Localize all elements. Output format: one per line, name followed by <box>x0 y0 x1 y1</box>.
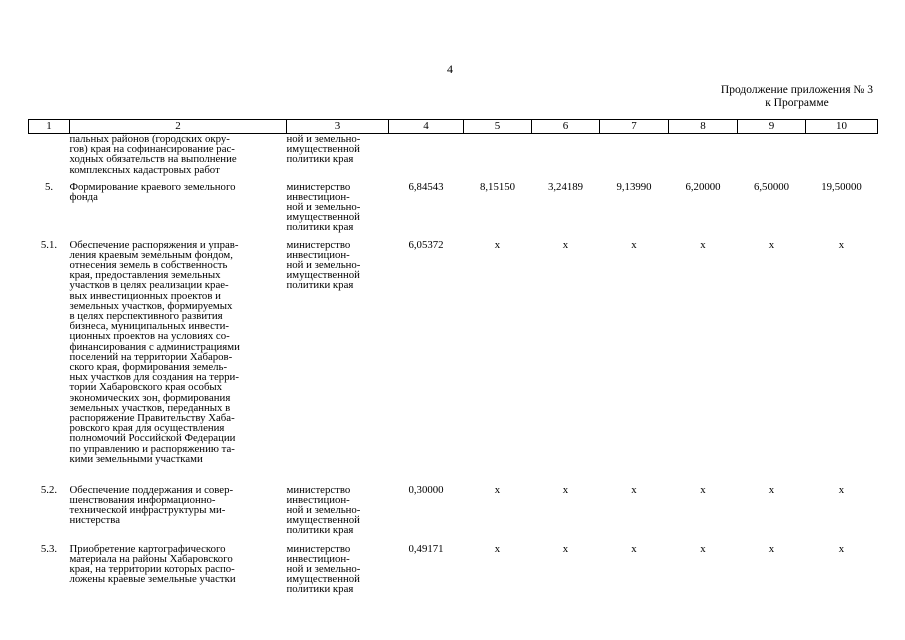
value-cell: х <box>768 238 775 251</box>
table-row <box>29 485 878 544</box>
value-cell <box>389 134 464 182</box>
value-cell: 6,50000 <box>753 180 790 193</box>
col-header-2: 2 <box>70 120 287 134</box>
col-header-10: 10 <box>806 120 878 134</box>
value-cell: х <box>700 483 706 496</box>
col-header-3: 3 <box>287 120 389 134</box>
value-cell: х <box>562 542 569 555</box>
row-number: 5.1. <box>40 238 58 251</box>
value-cell <box>600 134 669 182</box>
executor: министерство инвестицион- ной и земельно- имущественной политики края <box>286 180 361 234</box>
value-cell: 19,50000 <box>821 180 862 193</box>
value-cell: 6,05372 <box>408 238 444 251</box>
value-cell: 6,84543 <box>408 180 444 193</box>
value-cell: х <box>494 483 501 496</box>
executor: министерство инвестицион- ной и земельно- имущественной политики края <box>286 542 361 596</box>
col-header-5: 5 <box>464 120 532 134</box>
col-header-4: 4 <box>389 120 464 134</box>
table-row <box>29 182 878 240</box>
value-cell: х <box>562 483 569 496</box>
col-header-1: 1 <box>29 120 70 134</box>
page-number: 4 <box>447 62 453 76</box>
table-row <box>29 134 878 182</box>
value-cell: х <box>700 238 706 251</box>
appendix-note <box>721 84 873 110</box>
value-cell <box>532 134 600 182</box>
value-cell: х <box>631 542 637 555</box>
measure-name: Обеспечение поддержания и совер- шенствования информационно- технической инфраструктуры ми- нистерства <box>69 483 234 527</box>
value-cell: х <box>838 483 845 496</box>
value-cell: х <box>700 542 706 555</box>
table-row <box>29 240 878 485</box>
table-row <box>29 544 878 599</box>
col-header-7: 7 <box>600 120 669 134</box>
measure-name: Формирование краевого земельного фонда <box>69 180 236 203</box>
executor: министерство инвестицион- ной и земельно- имущественной политики края <box>286 238 361 292</box>
col-header-6: 6 <box>532 120 600 134</box>
appendix-line-2: к Программе <box>765 97 829 109</box>
value-cell <box>464 134 532 182</box>
value-cell: х <box>562 238 569 251</box>
col-header-9: 9 <box>738 120 806 134</box>
value-cell <box>738 134 806 182</box>
value-cell: х <box>768 542 775 555</box>
table-header-row <box>29 120 878 134</box>
row-number: 5. <box>44 180 54 193</box>
program-table <box>28 119 878 599</box>
value-cell: 6,20000 <box>685 180 721 193</box>
value-cell: х <box>768 483 775 496</box>
value-cell: 0,30000 <box>408 483 444 496</box>
value-cell: 8,15150 <box>479 180 516 193</box>
row-number: 5.2. <box>40 483 58 496</box>
measure-name: Обеспечение распоряжения и управ- ления краевым земельным фондом, отнесения земель в собственность края, предоставления земельных участков в целях реализации крае- вых инвестиционных проектов и земельных участков, формируемых в целях перспективного развития бизнеса, муниципальных инвести- ционных проектов на условиях со- финансирования с администрациями поселений на территории Хабаров- ского края, формирования земель- ных участков для создания на терри- тории Хабаровского края особых экономических зон, формирования земельных участков, переданных в распоряжение Правительству Хаба- ровского края для осуществления полномочий Российской Федерации по управлению и распоряжению та- кими земельными участками <box>69 238 240 465</box>
value-cell <box>669 134 738 182</box>
value-cell: х <box>494 542 501 555</box>
value-cell: х <box>631 238 637 251</box>
value-cell: 0,49171 <box>408 542 444 555</box>
row-number <box>29 134 70 182</box>
value-cell: х <box>838 542 845 555</box>
value-cell: х <box>631 483 637 496</box>
row-number: 5.3. <box>40 542 58 555</box>
value-cell: х <box>838 238 845 251</box>
executor: ной и земельно- имущественной политики края <box>286 133 361 166</box>
value-cell: 3,24189 <box>547 180 584 193</box>
measure-name: Приобретение картографического материала на районы Хабаровского края, на территории которых распо- ложены краевые земельные участки <box>69 542 236 586</box>
col-header-8: 8 <box>669 120 738 134</box>
value-cell <box>806 134 878 182</box>
measure-name: пальных районов (городских окру- гов) края на софинансирование рас- ходных обязательств на выполнение комплексных кадастровых работ <box>69 133 237 176</box>
value-cell: 9,13990 <box>616 180 652 193</box>
executor: министерство инвестицион- ной и земельно- имущественной политики края <box>286 483 361 537</box>
value-cell: х <box>494 238 501 251</box>
appendix-line-1: Продолжение приложения № 3 <box>720 84 873 96</box>
